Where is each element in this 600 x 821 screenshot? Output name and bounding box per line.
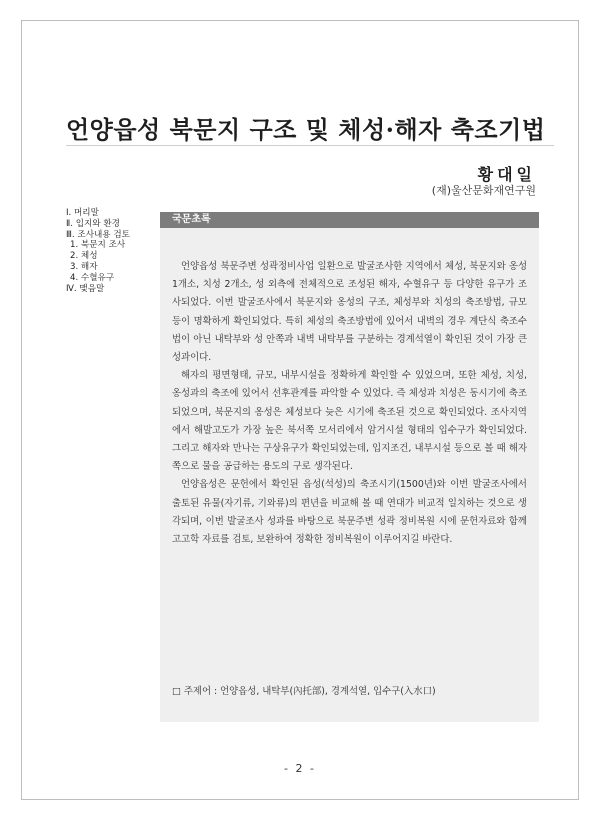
- abstract-paragraph: 해자의 평면형태, 규모, 내부시설을 정확하게 확인할 수 있었으며, 또한 체성, 치성, 옹성과의 축조에 있어서 선후관계를 파악할 수 있었다. 즉 체성과 치성은 동시기에 축조되었으며, 북문지의 옹성은 체성보다 늦은 시기에 축조된 것으로 확인되었다. 조사지역에서 해발고도가 가장 높은 북서쪽 모서리에서 암거시설 형태의 입수구가 확인되었다. 그리고 해자와 만나는 구상유구가 확인되었는데, 입지조건, 내부시설 등으로 볼 때 해자쪽으로 물을 공급하는 용도의 구로 생각된다.: [172, 370, 527, 473]
- title-rule: [66, 145, 554, 146]
- toc-item: Ⅰ. 머리말: [66, 208, 99, 218]
- author-affiliation: (재)울산문화재연구원: [431, 184, 536, 197]
- abstract-paragraph: 언양읍성 북문주변 성곽정비사업 일환으로 발굴조사한 지역에서 체성, 북문지와 옹성 1개소, 치성 2개소, 성 외측에 전체적으로 조성된 해자, 수혈유구 등 다양한 유구가 조사되었다. 이번 발굴조사에서 북문지와 옹성의 구조, 체성부와 치성의 축조방법, 규모 등이 명확하게 확인되었다. 특히 체성의 축조방법에 있어서 내벽의 경우 계단식 축조수법이 아닌 내탁부와 성 안쪽과 내벽 내탁부를 구분하는 경계석열이 확인된 것이 가장 큰 성과이다.: [172, 261, 527, 364]
- abstract-box: [160, 212, 539, 722]
- page-number: - 2 -: [284, 762, 316, 775]
- toc-item: 4. 수혈유구: [70, 272, 115, 283]
- abstract-paragraph: 언양읍성은 문헌에서 확인된 읍성(석성)의 축조시기(1500년)와 이번 발굴조사에서 출토된 유물(자기류, 기와류)의 편년을 비교해 볼 때 연대가 비교적 일치하는 것으로 생각되며, 이번 발굴조사 성과를 바탕으로 북문주변 성곽 정비복원 시에 문헌자료와 함께 고고학 자료를 검토, 보완하여 정확한 정비복원이 이루어지길 바란다.: [172, 479, 527, 546]
- toc-item: Ⅲ. 조사내용 검토: [66, 229, 130, 240]
- abstract-heading: 국문초록: [160, 212, 539, 228]
- toc-item: Ⅱ. 입지와 환경: [66, 218, 120, 229]
- abstract-keywords: □ 주제어 : 언양읍성, 내탁부(內托部), 경계석열, 입수구(入水口): [172, 686, 436, 697]
- toc-item: Ⅳ. 맺음말: [66, 283, 105, 294]
- toc-item: 2. 체성: [70, 251, 98, 262]
- author-name: 황대일: [477, 165, 536, 184]
- paper-title: 언양읍성 북문지 구조 및 체성·해자 축조기법: [66, 115, 546, 144]
- table-of-contents: [66, 208, 156, 294]
- abstract-body: [160, 228, 539, 549]
- toc-item: 1. 북문지 조사: [70, 240, 126, 251]
- toc-item: 3. 해자: [70, 261, 98, 272]
